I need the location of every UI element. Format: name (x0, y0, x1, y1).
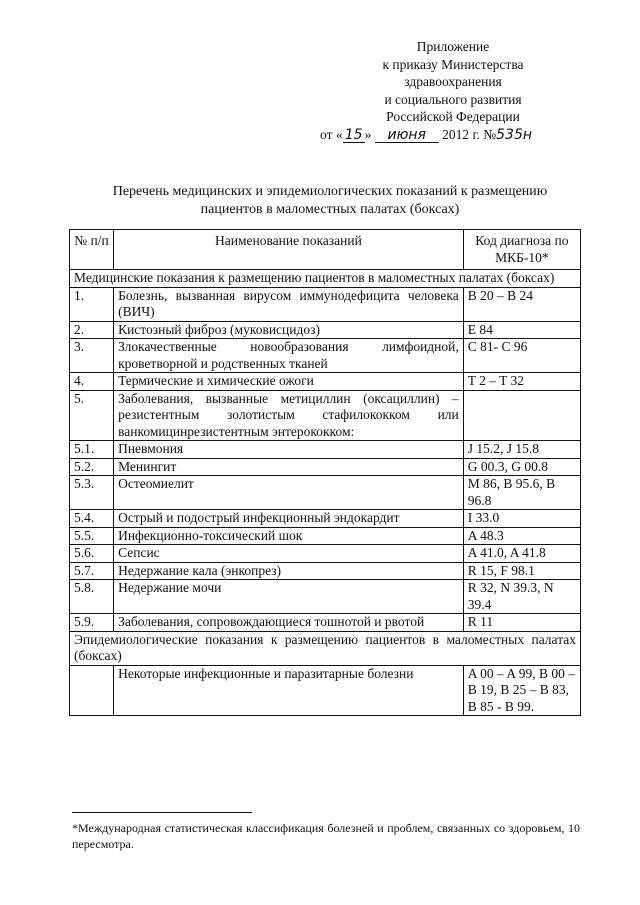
row-name: Заболевания, сопровождающиеся тошнотой и рвотой (114, 614, 464, 632)
appendix-line: здравоохранения (404, 74, 502, 89)
table-row (70, 373, 581, 391)
table-row (70, 614, 581, 632)
indications-table (69, 229, 581, 716)
row-name: Злокачественные новообразования лимфоидной, кроветворной и родственных тканей (114, 339, 464, 373)
row-number: 5.3. (70, 476, 114, 510)
table-row (70, 527, 581, 545)
section-medical: Медицинские показания к размещению пациентов в маломестных палатах (боксах) (70, 270, 581, 288)
row-code: R 11 (463, 614, 580, 632)
appendix-line: к приказу Министерства (382, 56, 524, 72)
table-row (70, 390, 581, 441)
row-code: B 20 – B 24 (463, 287, 580, 321)
row-number: 4. (70, 373, 114, 391)
row-code: G 00.3, G 00.8 (463, 458, 580, 476)
table-row (70, 441, 581, 459)
row-code: R 32, N 39.3, N 39.4 (463, 580, 580, 614)
row-name: Инфекционно-токсический шок (114, 527, 464, 545)
row-number: 5.2. (70, 458, 114, 476)
row-code: E 84 (463, 321, 580, 339)
row-name: Остеомиелит (114, 476, 464, 510)
table-row (70, 665, 581, 716)
table-row (70, 545, 581, 563)
order-number: 535н (496, 126, 533, 143)
row-name: Болезнь, вызванная вирусом иммунодефицита человека (ВИЧ) (114, 287, 464, 321)
date-prefix: от « (320, 126, 343, 142)
appendix-line: Российской Федерации (386, 109, 520, 124)
title-line: пациентов в маломестных палатах (боксах) (200, 202, 460, 217)
row-number: 1. (70, 287, 114, 321)
document-title (60, 183, 600, 219)
row-number: 5.5. (70, 527, 114, 545)
row-code: A 48.3 (463, 527, 580, 545)
table-row (70, 321, 581, 339)
order-month: июня (375, 128, 439, 143)
number-label: № (483, 126, 497, 142)
row-name: Кистозный фиброз (муковисцидоз) (114, 321, 464, 339)
row-code: R 15, F 98.1 (463, 562, 580, 580)
row-code: I 33.0 (463, 510, 580, 528)
row-name: Термические и химические ожоги (114, 373, 464, 391)
row-code: M 86, B 95.6, B 96.8 (463, 476, 580, 510)
row-name: Пневмония (114, 441, 464, 459)
table-row (70, 287, 581, 321)
row-name: Недержание кала (энкопрез) (114, 562, 464, 580)
row-number: 5.7. (70, 562, 114, 580)
table-body (70, 270, 581, 716)
row-number (70, 665, 114, 716)
row-number: 2. (70, 321, 114, 339)
order-year: 2012 г. (442, 126, 480, 142)
row-number: 5.4. (70, 510, 114, 528)
footnote-divider (72, 812, 252, 813)
section-epidemiological: Эпидемиологические показания к размещению пациентов в маломестных палатах (боксах) (70, 631, 581, 665)
row-code (463, 390, 580, 441)
row-code: A 00 – A 99, B 00 – B 19, B 25 – B 83, B 85 - B 99. (463, 665, 580, 716)
table-row (70, 476, 581, 510)
row-number: 5.8. (70, 580, 114, 614)
row-number: 5.6. (70, 545, 114, 563)
row-code: A 41.0, A 41.8 (463, 545, 580, 563)
appendix-header (318, 38, 588, 143)
appendix-line: Приложение (416, 39, 490, 54)
table-row (70, 458, 581, 476)
title-line: Перечень медицинских и эпидемиологических показаний к размещению (112, 184, 548, 199)
row-name: Острый и подострый инфекционный эндокардит (114, 510, 464, 528)
header-code: Код диагноза по МКБ-10* (463, 230, 580, 270)
date-mid: » (364, 126, 372, 142)
row-number: 3. (70, 339, 114, 373)
section-row (70, 270, 581, 288)
row-number: 5. (70, 390, 114, 441)
row-number: 5.1. (70, 441, 114, 459)
table-header-row (70, 230, 581, 270)
table-row (70, 510, 581, 528)
order-dateline (320, 126, 588, 144)
table-row (70, 562, 581, 580)
table-row (70, 580, 581, 614)
header-number: № п/п (70, 230, 114, 270)
row-number: 5.9. (70, 614, 114, 632)
table-row (70, 339, 581, 373)
row-code: T 2 – T 32 (463, 373, 580, 391)
row-code: J 15.2, J 15.8 (463, 441, 580, 459)
footnote: *Международная статистическая классификация болезней и проблем, связанных со здоровьем, 10 пересмотра. (72, 821, 580, 851)
row-name: Некоторые инфекционные и паразитарные болезни (114, 665, 464, 716)
row-code: C 81- C 96 (463, 339, 580, 373)
order-day: 15 (343, 128, 365, 143)
row-name: Менингит (114, 458, 464, 476)
appendix-line: и социального развития (384, 91, 522, 107)
row-name: Недержание мочи (114, 580, 464, 614)
section-row (70, 631, 581, 665)
header-name: Наименование показаний (114, 230, 464, 270)
row-name: Заболевания, вызванные метициллин (оксациллин) – резистентным золотистым стафилококком или ванкомицинрезистентным энтерококком: (114, 390, 464, 441)
row-name: Сепсис (114, 545, 464, 563)
